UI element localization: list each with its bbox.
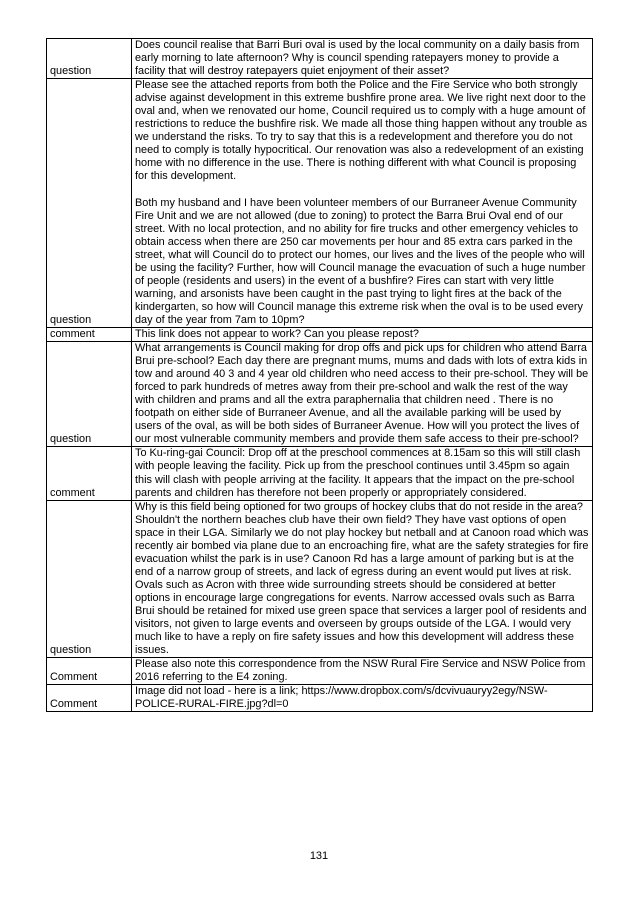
row-paragraph: To Ku-ring-gai Council: Drop off at the preschool commences at 8.15am so this will still clash with people leaving the facility. Pick up from the preschool continues until 3.45pm so again this will clash with people arriving at the facility. It appears that the impact on the pre-school parents and children has therefore not been properly or appropriately considered. xyxy=(135,447,581,499)
table-row xyxy=(47,327,593,341)
row-paragraph: Why is this field being optioned for two groups of hockey clubs that do not reside in the area? Shouldn't the northern beaches club have their own field? They have vast options of open space in their LGA. Similarly we do not play hockey but netball and at Canoon road which was recently air bombed via plane due to an encroaching fire, what are the safety strategies for fire evacuation whilst the park is in use? Canoon Rd has a large amount of parking but is at the end of a narrow group of streets, and lack of egress during an event would put lives at risk. Ovals such as Acron with three wide surrounding streets should be considered at better options in encourage large congregations for events. Narrow accessed ovals such as Barra Brui should be retained for mixed use green space that services a larger pool of residents and visitors, not given to large events and overseen by groups outside of the LGA. I would very much like to have a reply on fire safety issues and how this development will address these issues. xyxy=(135,500,589,657)
table-row xyxy=(47,447,593,500)
row-type: question xyxy=(47,342,132,447)
row-type: question xyxy=(47,79,132,328)
row-type: comment xyxy=(47,447,132,500)
row-text xyxy=(132,685,593,712)
table-row xyxy=(47,500,593,658)
submissions-table xyxy=(46,38,593,712)
row-text xyxy=(132,447,593,500)
row-type: Comment xyxy=(47,658,132,685)
table-row xyxy=(47,79,593,328)
row-paragraph: Does council realise that Barri Buri oval is used by the local community on a daily basis from early morning to late afternoon? Why is council spending ratepayers money to provide a facility that will destroy ratepayers quiet enjoyment of their asset? xyxy=(135,39,580,78)
table-row xyxy=(47,39,593,79)
row-paragraph: Image did not load - here is a link; https://www.dropbox.com/s/dcvivuauryy2egy/NSW-POLICE-RURAL-FIRE.jpg?dl=0 xyxy=(135,685,548,711)
row-text xyxy=(132,79,593,328)
row-text xyxy=(132,658,593,685)
row-paragraph: Both my husband and I have been volunteer members of our Burraneer Avenue Community Fire Unit and we are not allowed (due to zoning) to protect the Barra Brui Oval end of our street. With no local protection, and no ability for fire trucks and other emergency vehicles to obtain access when there are 250 car movements per hour and 85 extra cars parked in the street, what will Council do to protect our homes, our lives and the lives of the people who will be using the facility? Further, how will Council manage the evacuation of such a huge number of people (residents and users) in the event of a bushfire? Fires can start with very little warning, and arsonists have been caught in the past trying to light fires at the back of the kindergarten, so how will Council manage this extreme risk when the oval is to be used every day of the year from 7am to 10pm? xyxy=(135,196,586,326)
row-type: question xyxy=(47,39,132,79)
table-row xyxy=(47,685,593,712)
table-row xyxy=(47,658,593,685)
row-type: Comment xyxy=(47,685,132,712)
row-paragraph: What arrangements is Council making for drop offs and pick ups for children who attend Barra Brui pre-school? Each day there are pregnant mums, mums and dads with lots of extra kids in tow and around 40 3 and 4 year old children who need access to their pre-school. They will be forced to park hundreds of metres away from their pre-school and walk the rest of the way with children and prams and all the extra paraphernalia that children need . There is no footpath on either side of Burraneer Avenue, and all the available parking will be used by users of the oval, as will be both sides of Burraneer Avenue. How will you protect the lives of our most vulnerable community members and provide them safe access to their pre-school? xyxy=(135,342,589,446)
page-number: 131 xyxy=(309,850,329,862)
row-paragraph: Please see the attached reports from both the Police and the Fire Service who both strongly advise against development in this extreme bushfire prone area. We live right next door to the oval and, when we renovated our home, Council required us to comply with a huge amount of restrictions to reduce the bushfire risk. We made all those thing happen without any trouble as we understand the risks. To try to say that this is a redevelopment and therefore you do not need to comply is totally hypocritical. Our renovation was also a redevelopment of an existing home with no difference in the use. There is nothing different with what Council is proposing for this development. xyxy=(135,79,588,183)
row-paragraph: Please also note this correspondence from the NSW Rural Fire Service and NSW Police from 2016 referring to the E4 zoning. xyxy=(135,658,586,684)
row-type: question xyxy=(47,500,132,658)
row-paragraph: This link does not appear to work? Can you please repost? xyxy=(135,327,419,340)
row-text xyxy=(132,342,593,447)
row-text xyxy=(132,327,593,341)
table-row xyxy=(47,342,593,447)
row-text xyxy=(132,39,593,79)
row-type: comment xyxy=(47,327,132,341)
row-text xyxy=(132,500,593,658)
